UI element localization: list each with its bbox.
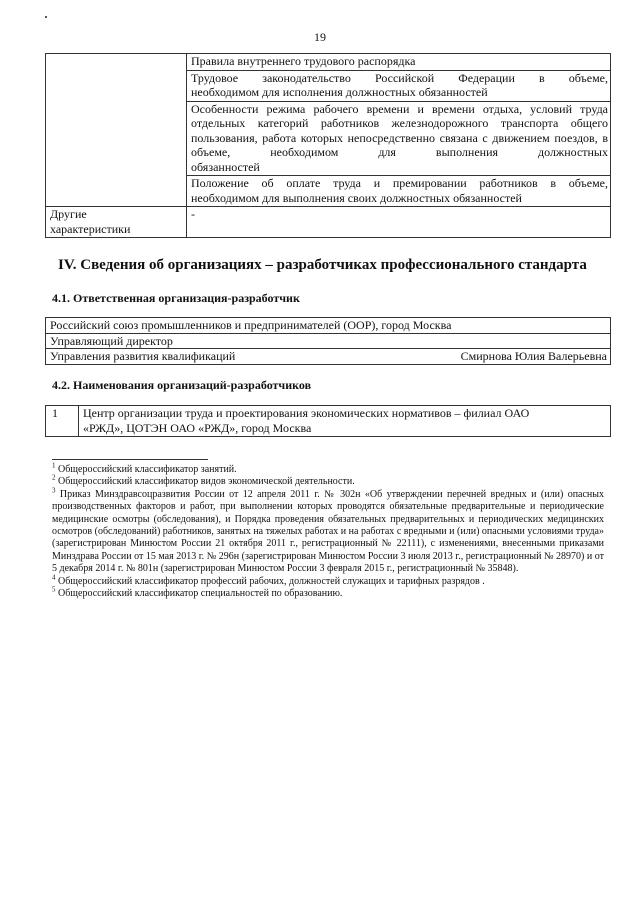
footnote-separator (52, 459, 208, 460)
org-person: Смирнова Юлия Валерьевна (460, 349, 607, 363)
footnote: $^5$ Общероссийский классификатор специальностей по образованию. (52, 585, 343, 600)
footnote: $^2$ Общероссийский классификатор видов экономической деятельности. (52, 474, 355, 488)
org-position: Управляющий директор (46, 333, 611, 349)
requirement-row: Положение об оплате труда и премировании работников в объеме, необходимом для выполнения своих должностных обязанностей (187, 176, 611, 207)
requirements-label-cell (46, 54, 187, 207)
requirement-row: Особенности режима рабочего времени и времени отдыха, условий труда отдельных категорий работников железнодорожного транспорта общего пользования, работа которых непосредственно связана с движением поездов, в объеме, необходимом для выполнения должностных обязанностей (187, 101, 611, 176)
footnote: $^4$ Общероссийский классификатор профессий рабочих, должностей служащих и тарифных разрядов . (52, 573, 485, 587)
org-name: Российский союз промышленников и предпринимателей (ООР), город Москва (46, 318, 611, 334)
responsible-org-heading: 4.1. Ответственная организация-разработчик (52, 291, 300, 305)
footnotes (52, 461, 604, 600)
requirement-row: Правила внутреннего трудового распорядка (187, 54, 611, 71)
developer-org-name: Центр организации труда и проектирования экономических нормативов – филиал ОАО «РЖД», ЦОТЭН ОАО «РЖД», город Москва (79, 406, 611, 437)
developer-orgs-heading: 4.2. Наименования организаций-разработчиков (52, 378, 312, 392)
section-title: IV. Сведения об организациях – разработчиках профессионального стандарта (58, 257, 587, 273)
org-department: Управления развития квалификаций (50, 349, 236, 363)
requirement-row: Трудовое законодательство Российской Федерации в объеме, необходимом для исполнения должностных обязанностей (187, 70, 611, 101)
other-characteristics-label: Другие характеристики (46, 207, 187, 238)
org-contact-row (46, 349, 611, 365)
responsible-org-table (45, 317, 611, 365)
developer-org-row (46, 406, 611, 437)
developer-org-number: 1 (46, 406, 79, 437)
developer-orgs-table (45, 405, 611, 437)
scan-mark (45, 16, 47, 18)
page-number: 19 (314, 30, 326, 44)
requirements-table (45, 53, 611, 238)
footnote: $^1$ Общероссийский классификатор занятий. (52, 461, 237, 475)
other-characteristics-value: - (187, 207, 611, 238)
footnote: $^3$ Приказ Минздравсоцразвития России от 12 апреля 2011 г. № 302н «Об утверждении перечней вредных и (или) опасных производственных факторов и работ, при выполнении которых проводятся обязательные предварительные и периодические медицинские осмотры (обследования), и Порядка проведения обязательных предварительных и периодических медицинских осмотров (обследований) работников, занятых на тяжелых работах и на работах с вредными и (или) опасными условиями труда» (зарегистрирован Минюстом России 21 октября 2011 г., регистрационный № 22111), с изменениями, внесенными приказами Минздрава России от 15 мая 2013 г. № 296н (зарегистрирован Минюстом России 3 июля 2013 г., регистрационный № 28970) и от 5 декабря 2014 г. № 801н (зарегистрирован Минюстом России 3 февраля 2015 г., регистрационный № 35848). (52, 486, 604, 575)
